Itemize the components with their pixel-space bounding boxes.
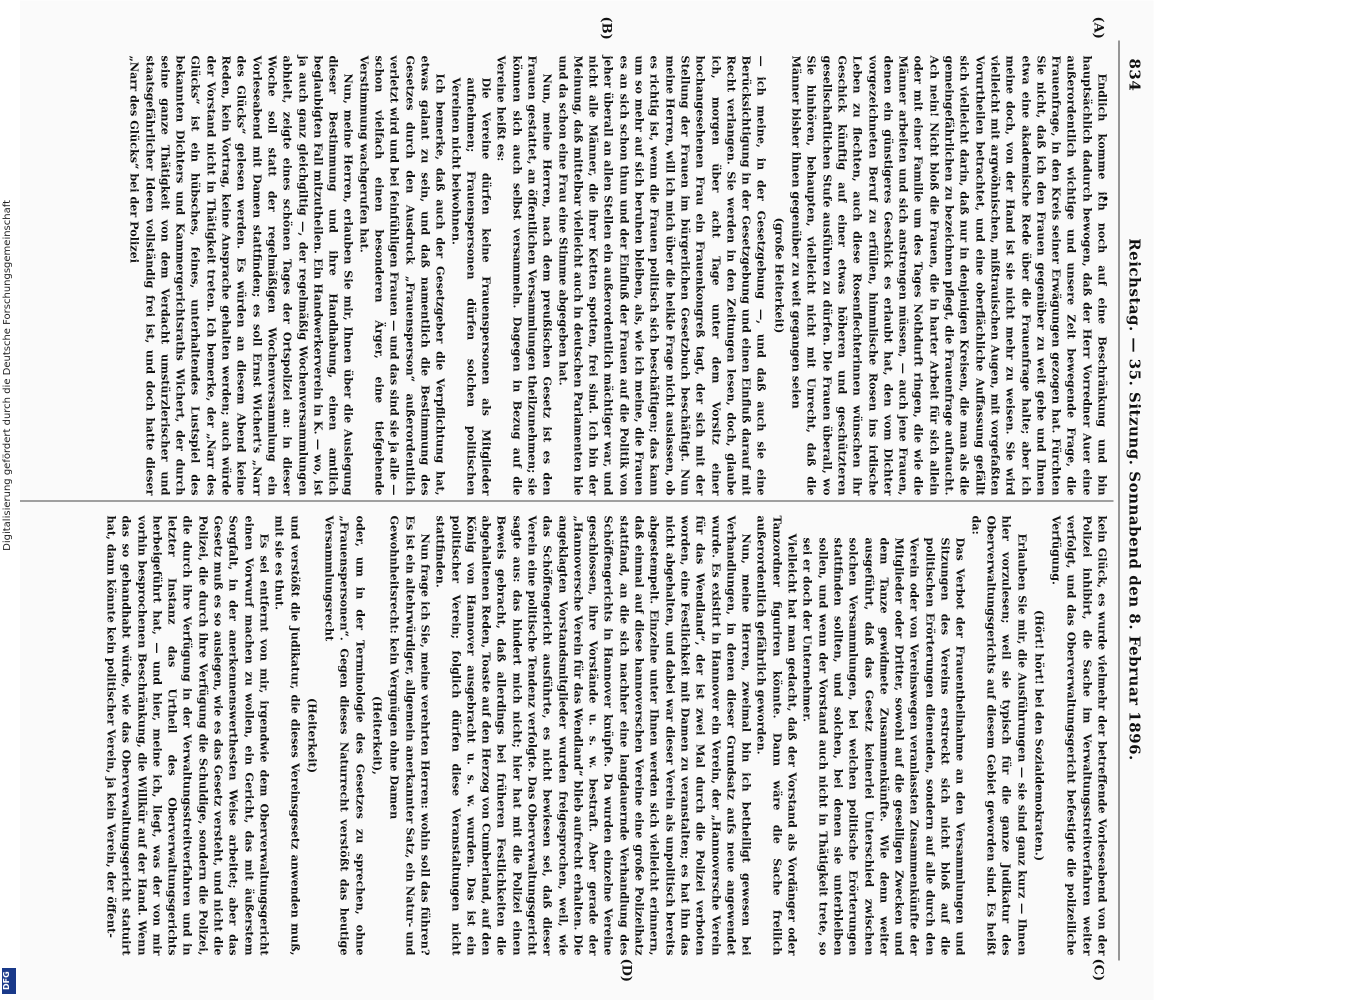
paragraph: Nun frage ich Sie, meine verehrten Herren: wohin soll das führen? Es ist ein altehrwürdiger, allgemein anerkannter Satz, ein Natur- und Gewohnheitsrecht: kein Vergnügen ohne Damen xyxy=(387,515,432,955)
quotation: Die Vereine dürfen keine Frauenspersonen als Mitglieder aufnehmen; Frauenspersonen dürfen solchen politischen Vereinen nicht beiwohnen. xyxy=(448,77,494,495)
paragraph: Es sei entfernt von mir, irgendwie dem Oberverwaltungsgericht einen Vorwurf machen zu wollen, ein Gericht, das mit äußerstem Sorgfalt, in der anerkennenswerthesten Weise arbeitet; aber das Gesetz muß es so auslegen, wie es das Gesetz versteht, und nicht die Polizei, die durch ihre Verfügung die Schuldige, sondern die Polizei, die durch ihre Verfügung in der Verwaltungsstreitverfahren und in letzter Instanz das Urtheil des Oberverwaltungsgerichts herbeigeführt hat, — und hier, meine ich, liegt, was der von mir vorhin besprochenen Beschränkung, die Willkür auf der Hand. Wenn das so gehandhabt würde, wie das Oberverwaltungsgericht statuirt hat, dann könnte kein politischer Verein, ja kein Verein, der öffent- xyxy=(104,515,271,955)
page-number: 834 xyxy=(1125,58,1143,91)
dfg-logo: DFG xyxy=(2,968,16,994)
left-column xyxy=(126,55,1109,495)
margin-mark-c: (C) xyxy=(1090,958,1105,981)
margin-mark-d: (D) xyxy=(618,958,633,982)
paragraph: kein Glück, es wurde vielmehr der betreffende Vorleseabend von der Polizei inhibirt, die Sache im Verwaltungsstreitverfahren weiter verfolgt, und das Oberverwaltungsgericht befestigte die polizeiliche Verfügung. xyxy=(1049,515,1109,955)
paragraph: Nun, meine Herren, zweimal bin ich betheiligt gewesen bei Verhandlungen, in denen dieser Grundsatz aufs neue angewendet wurde. Es existirt in Hannover ein Verein, der „Hannoversche Verein für das Wendland“, der ist zwei Mal durch die Polizei verboten worden, eine Festlichkeit mit Damen zu veranstalten; es hat ihn das nicht abgehalten, und dabei war dieser Verein als unpolitisch bereits abgestempelt. Einzelne unter Ihnen werden sich vielleicht erinnern, daß einmal auf diese hannoverschen Vereine eine große Polizeihatz stattfand, an die sich nachher eine langdauernde Verhandlung des Schöffengerichts in Hannover knüpfte. Da wurden einzelne Vereine geschlossen, ihre Vorstände u. s. w. bestraft. Aber gerade der „Hannoversche Verein für das Wendland“ blieb aufrecht erhalten. Die angeklagten Vorstandsmitglieder wurden freigesprochen, weil, wie das Schöffengericht ausführte, es nicht bewiesen sei, daß dieser Verein eine politische Tendenz verfolgte. Das Oberverwaltungsgericht sagte aus: das hindert mich nicht; hier hat mit die Polizei einen Beweis gebracht, daß allerdings bei früheren Festlichkeiten die abgehaltenen Reden, Toaste auf den Herzog von Cumberland, auf den König von Hannover ausgebracht u. s. w. wurden. Das ist ein politischer Verein; folglich dürfen diese Veranstaltungen nicht stattfinden. xyxy=(433,515,754,955)
aside: (Heiterkeit) xyxy=(304,697,319,773)
header-rule xyxy=(1118,40,1119,960)
aside: (Hört! hört! bei den Sozialdemokraten.) xyxy=(1031,609,1046,861)
margin-mark-a: (A) xyxy=(1090,16,1105,39)
paragraph: oder, um in der Terminologie des Gesetzes zu sprechen, ohne „Frauenspersonen“. Gegen dieses Naturrecht verstößt das heutige Versammlungsrecht xyxy=(322,515,367,955)
paragraph: Endlich komme ich noch auf eine Beschränkung und bin hauptsächlich dadurch bewogen, daß der Herr Vorredner Auer eine außerordentlich wichtige und unsere Zeit bewegende Frage, die Frauenfrage, in den Kreis seiner Erwägungen gezogen hat. Fürchten Sie nicht, daß ich den Frauen gegenüber zu weit gehe und Ihnen etwa eine akademische Rede über die Frauenfrage halte; aber ich meine doch, von der Hand ist sie nicht mehr zu weisen. Sie wird vielleicht mit argwöhnischen, mißtrauischen Augen, mit vorgefaßten Vorurtheilen betrachtet, und eine oberflächliche Auffassung gefällt sich vielleicht darin, daß nur in denjenigen Kreisen, die man als die gemeingefährlichen zu bezeichnen pflegt, die Frauenfrage auftaucht. Ach nein! Nicht bloß die Frauen, die in harter Arbeit für sich allein oder mit einer Familie um des Tages Nothdurft ringen, die wie die Männer arbeiten und sich anstrengen müssen, — auch jene Frauen, denen ein günstigeres Geschick es erlaubt hat, den vom Dichter vorgezeichneten Beruf zu erfüllen, himmlische Rosen ins irdische Leben zu flechten, auch diese Rosenflechterinnen wünschen ihr Geschick künftig auf einer etwas höheren und geschützteren gesellschaftlichen Stufe ausführen zu dürfen. Die Frauen überall, wo Sie hinhören, behaupten, vielleicht nicht mit Unrecht, daß die Männer bisher ihnen gegenüber zu weit gegangen seien xyxy=(789,55,1109,495)
aside: (Heiterkeit), xyxy=(370,695,385,775)
paragraph: — ich meine, in der Gesetzgebung —, und daß auch sie eine Berücksichtigung in der Gesetzgebung und einen Einfluß darauf mit Recht verlangen. Sie werden in den Zeitungen lesen, doch, glaube ich, morgen über acht Tage unter dem Vorsitz einer hochangesehenen Frau ein Frauenkongreß tagt, der sich mit der Stellung der Frauen im bürgerlichen Gesetzbuch beschäftigt. Nun meine Herren, will ich mich über die heikle Frage nicht auslassen, ob es richtig ist, wenn die Frauen politisch sich beschäftigen; das kann um so mehr auf sich beruhen bleiben, als, wie ich meine, die Frauen es an sich schon thun und der Einfluß der Frauen auf die Politik von jeher überall an allen Stellen ein außerordentlich mächtiger war, und nicht alle Männer, die ihrer Ketten spotten, frei sind. Ich bin der Meinung, daß mittelbar vielleicht auch in deutschen Parlamenten hie und da schon eine Frau eine Stimme abgegeben hat. xyxy=(555,55,769,495)
paragraph: und verstößt die Judikatur, die dieses Vereinsgesetz anwenden muß, mit sie es thut. xyxy=(272,515,302,955)
paragraph: Ich bemerke, daß auch der Gesetzgeber die Verpflichtung hat, etwas galant zu sein, und daß namentlich die Bestimmung des Gesetzes durch den Ausdruck „Frauensperson“ außerordentlich verletzt wird und bei feinfühligen Frauen — und das sind sie ja alle — schon vielfach einen besonderen Ärger, eine tiefgehende Verstimmung wachgerufen hat. xyxy=(356,55,448,495)
digitization-credit-strip xyxy=(0,0,20,1000)
paragraph: Nun, meine Herren, erlauben Sie mir, Ihnen über die Auslegung dieser Bestimmung und ihre Handhabung, einen amtlich beglaubigten Fall mitzutheilen. Ein Handwerkerverein in K. — wo, ist ja auch ganz gleichgiltig —, der regelmäßig Wochenversammlungen abhielt, zeigte eines schönen Tages der Ortspolizei an: in dieser Woche soll statt der regelmäßigen Wochenversammlung ein Vorleseabend mit Damen stattfinden; es soll Ernst Wichert's „Narr des Glücks“ gelesen werden. Es würden an diesem Abend keine Reden, kein Vortrag, keine Ansprache gehalten werden; auch würde der Vorstand nicht in Thätigkeit treten. Ich bemerke, der „Narr des Glücks“ ist ein hübsches, feines, unterhaltendes Lustspiel des bekannten Dichters und Kammergerichtsraths Wichert, der durch seine ganze Thätigkeit von dem Verdacht umstürzlerischer und staatsgefährlicher Ideen vollständig frei ist, und doch hatte dieser „Narr des Glücks“ bei der Polizei xyxy=(127,55,356,495)
page-header xyxy=(1121,58,1143,940)
column-divider xyxy=(10,500,1113,501)
paragraph: Erlauben Sie mir, die Ausführungen — sie sind ganz kurz — Ihnen hier vorzulesen; weil sie typisch für die ganze Judikatur des Oberverwaltungsgerichts auf diesem Gebiet geworden sind. Es heißt da: xyxy=(968,515,1029,955)
running-title: Reichstag. — 35. Sitzung. Sonnabend den 8. Februar 1896. xyxy=(1125,237,1143,761)
paragraph: Vielleicht hat man gedacht, daß der Vorstand als Vordänger oder Tanzordner figuriren könnte. Dann wäre die Sache freilich außerordentlich gefährlich geworden. xyxy=(754,515,800,955)
quotation: Das Verbot der Frauentheilnahme an den Versammlungen und Sitzungen des Vereins erstreckt sich nicht bloß auf die politischen Erörterungen dienenden, sondern auf alle durch den Verein oder von Vereinswegen veranlassten Zusammenkünfte der Mitglieder oder Dritter, sowohl auf die geselligen Zwecken und dem Tanze gewidmete Zusammenkünfte. Wie denn weiter ausgeführt, daß das Gesetz keinerlei Unterschied zwischen solchen Versammlungen, bei welchen politische Erörterungen stattfinden sollten, und solchen, bei denen sie unterbleiben sollen, und wenn der Vorstand auch nicht in Thätigkeit trete, so sei er doch der Unternehmer. xyxy=(800,537,968,955)
aside: (große Heiterkeit) xyxy=(771,217,786,333)
paragraph: Nun, meine Herren, nach dem preußischen Gesetz ist es den Frauen gestattet, an öffentlichen Versammlungen theilzunehmen; sie können sich auch selbst versammeln. Dagegen in Bezug auf die Vereine heißt es: xyxy=(494,55,555,495)
right-column xyxy=(103,515,1109,955)
credit-text: Digitalisierung gefördert durch die Deutsche Forschungsgemeinschaft xyxy=(2,200,13,551)
margin-mark-b: (B) xyxy=(598,16,613,40)
